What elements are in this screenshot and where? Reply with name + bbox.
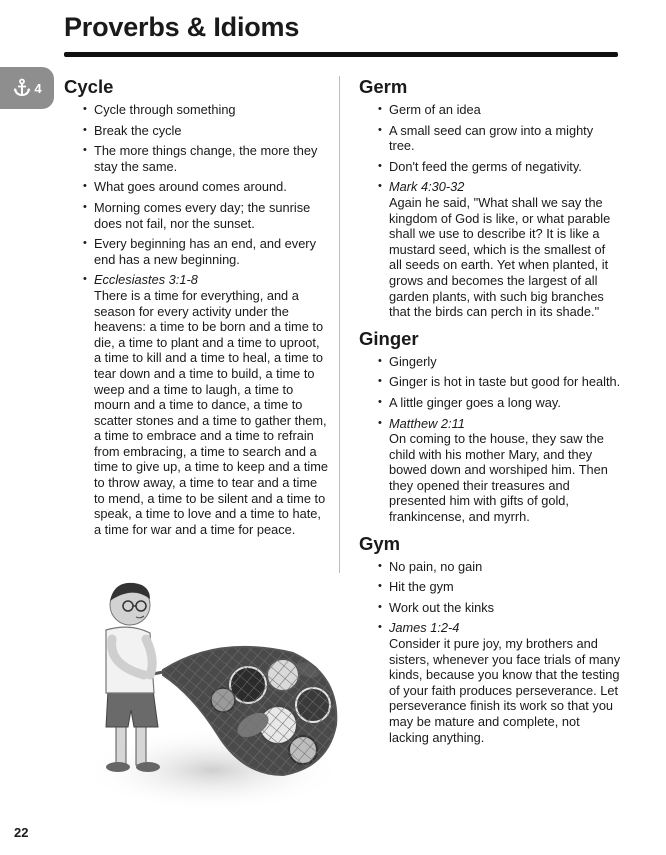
item-list: [359, 102, 621, 320]
section-heading: Cycle: [64, 76, 114, 97]
chapter-tab: [0, 67, 54, 109]
verse-item: [389, 179, 621, 319]
title-rule: [64, 52, 618, 57]
column-divider: [339, 76, 340, 573]
verse-reference: • Mark 4:30-32: [389, 179, 465, 195]
item-list: [64, 102, 330, 537]
list-item: • Every beginning has an end, and every end has a new beginning.: [94, 236, 330, 267]
section-heading: Gym: [359, 532, 401, 554]
list-item: • Work out the kinks: [389, 600, 621, 616]
verse-reference: • James 1:2-4: [389, 620, 460, 636]
list-item: • Hit the gym: [389, 579, 621, 595]
list-item: • No pain, no gain: [389, 559, 621, 575]
verse-text: On coming to the house, they saw the child with his mother Mary, and they bowed down and worshiped him. Then they opened their treasures and presented him with gifts of gold, frankincense, and myrrh.: [389, 431, 608, 525]
verse-item: [389, 620, 621, 745]
section-cycle: [64, 76, 330, 537]
verse-item: [389, 416, 621, 525]
list-item: • A small seed can grow into a mighty tree.: [389, 123, 621, 154]
chapter-number: 4: [34, 80, 42, 96]
verse-item: [94, 272, 330, 537]
list-item: • Morning comes every day; the sunrise does not fail, nor the sunset.: [94, 200, 330, 231]
list-item: • Gingerly: [389, 354, 621, 370]
verse-text: Again he said, "What shall we say the kingdom of God is like, or what parable shall we use to describe it? It is like a mustard seed, which is the smallest of all seeds on earth. Yet when planted, it grows and becomes the largest of all garden plants, with such big branches that the birds can perch in its shade.": [389, 194, 611, 320]
anchor-icon: [12, 78, 32, 98]
list-item: • Ginger is hot in taste but good for health.: [389, 374, 621, 390]
verse-text: Consider it pure joy, my brothers and sisters, whenever you face trials of many kinds, because you know that the testing of your faith produces perseverance. Let perseverance finish its work so that you may be mature and complete, not lacking anything.: [389, 636, 621, 745]
page-number: 22: [14, 825, 29, 840]
list-item: • A little ginger goes a long way.: [389, 395, 621, 411]
list-item: • The more things change, the more they stay the same.: [94, 143, 330, 174]
verse-reference: • Ecclesiastes 3:1-8: [94, 272, 198, 288]
list-item: • Cycle through something: [94, 102, 330, 118]
item-list: [359, 354, 621, 525]
list-item: • Break the cycle: [94, 123, 330, 139]
list-item: • Don't feed the germs of negativity.: [389, 159, 621, 175]
section-ginger: [359, 328, 621, 525]
verse-reference: • Matthew 2:11: [389, 415, 465, 431]
boy-with-ball-net-illustration: [78, 575, 348, 815]
section-heading: Ginger: [359, 327, 419, 349]
list-item: • Germ of an idea: [389, 102, 621, 118]
page-title: Proverbs & Idioms: [64, 12, 300, 42]
list-item: • What goes around comes around.: [94, 179, 330, 195]
left-column: [64, 76, 330, 545]
section-heading: Germ: [359, 76, 408, 97]
section-gym: [359, 533, 621, 746]
item-list: [359, 559, 621, 746]
section-germ: [359, 76, 621, 320]
verse-text: There is a time for everything, and a season for every activity under the heavens: a time to be born and a time to die, a time to plant and a time to uproot, a time to kill and a time to heal, a time to tear down and a time to build, a time to weep and a time to laugh, a time to mourn and a time to dance, a time to scatter stones and a time to gather them, a time to embrace and a time to refrain from embracing, a time to search and a time to give up, a time to keep and a time to throw away, a time to tear and a time to mend, a time to be silent and a time to speak, a time to love and a time to hate, a time for war and a time for peace.: [94, 287, 329, 537]
right-column: [359, 76, 621, 753]
